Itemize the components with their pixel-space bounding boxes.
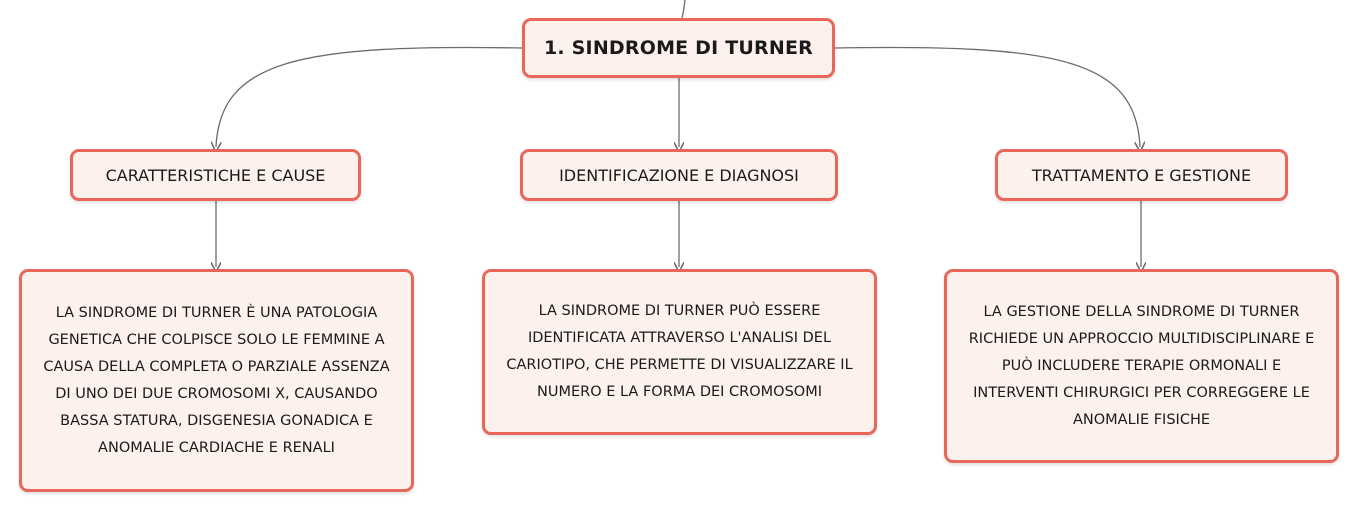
detail-text: LA SINDROME DI TURNER PUÒ ESSERE IDENTIFICATA ATTRAVERSO L'ANALISI DEL CARIOTIPO, CHE PERMETTE DI VISUALIZZARE IL NUMERO E LA FORMA DEI CROMOSOMI bbox=[506, 303, 853, 400]
connector-root-to-caratteristiche bbox=[216, 47, 522, 147]
detail-node-caratteristiche[interactable] bbox=[19, 269, 414, 492]
branch-label: CARATTERISTICHE E CAUSE bbox=[105, 165, 326, 185]
root-node[interactable] bbox=[522, 18, 835, 78]
root-title: 1. SINDROME DI TURNER bbox=[544, 37, 813, 59]
branch-node-trattamento[interactable] bbox=[995, 149, 1288, 201]
detail-node-identificazione[interactable] bbox=[482, 269, 877, 435]
detail-node-trattamento[interactable] bbox=[944, 269, 1339, 463]
connector-root-to-trattamento bbox=[835, 47, 1140, 147]
detail-text: LA SINDROME DI TURNER È UNA PATOLOGIA GENETICA CHE COLPISCE SOLO LE FEMMINE A CAUSA DELLA COMPLETA O PARZIALE ASSENZA DI UNO DEI DUE CROMOSOMI X, CAUSANDO BASSA STATURA, DISGENESIA GONADICA E ANOMALIE CARDIACHE E RENALI bbox=[43, 304, 390, 456]
branch-node-identificazione[interactable] bbox=[520, 149, 838, 201]
branch-label: IDENTIFICAZIONE E DIAGNOSI bbox=[559, 165, 799, 185]
branch-label: TRATTAMENTO E GESTIONE bbox=[1031, 165, 1252, 185]
connector-root-incoming bbox=[682, 0, 685, 18]
detail-text: LA GESTIONE DELLA SINDROME DI TURNER RICHIEDE UN APPROCCIO MULTIDISCIPLINARE E PUÒ INCLUDERE TERAPIE ORMONALI E INTERVENTI CHIRURGICI PER CORREGGERE LE ANOMALIE FISICHE bbox=[968, 303, 1315, 428]
branch-node-caratteristiche[interactable] bbox=[70, 149, 361, 201]
